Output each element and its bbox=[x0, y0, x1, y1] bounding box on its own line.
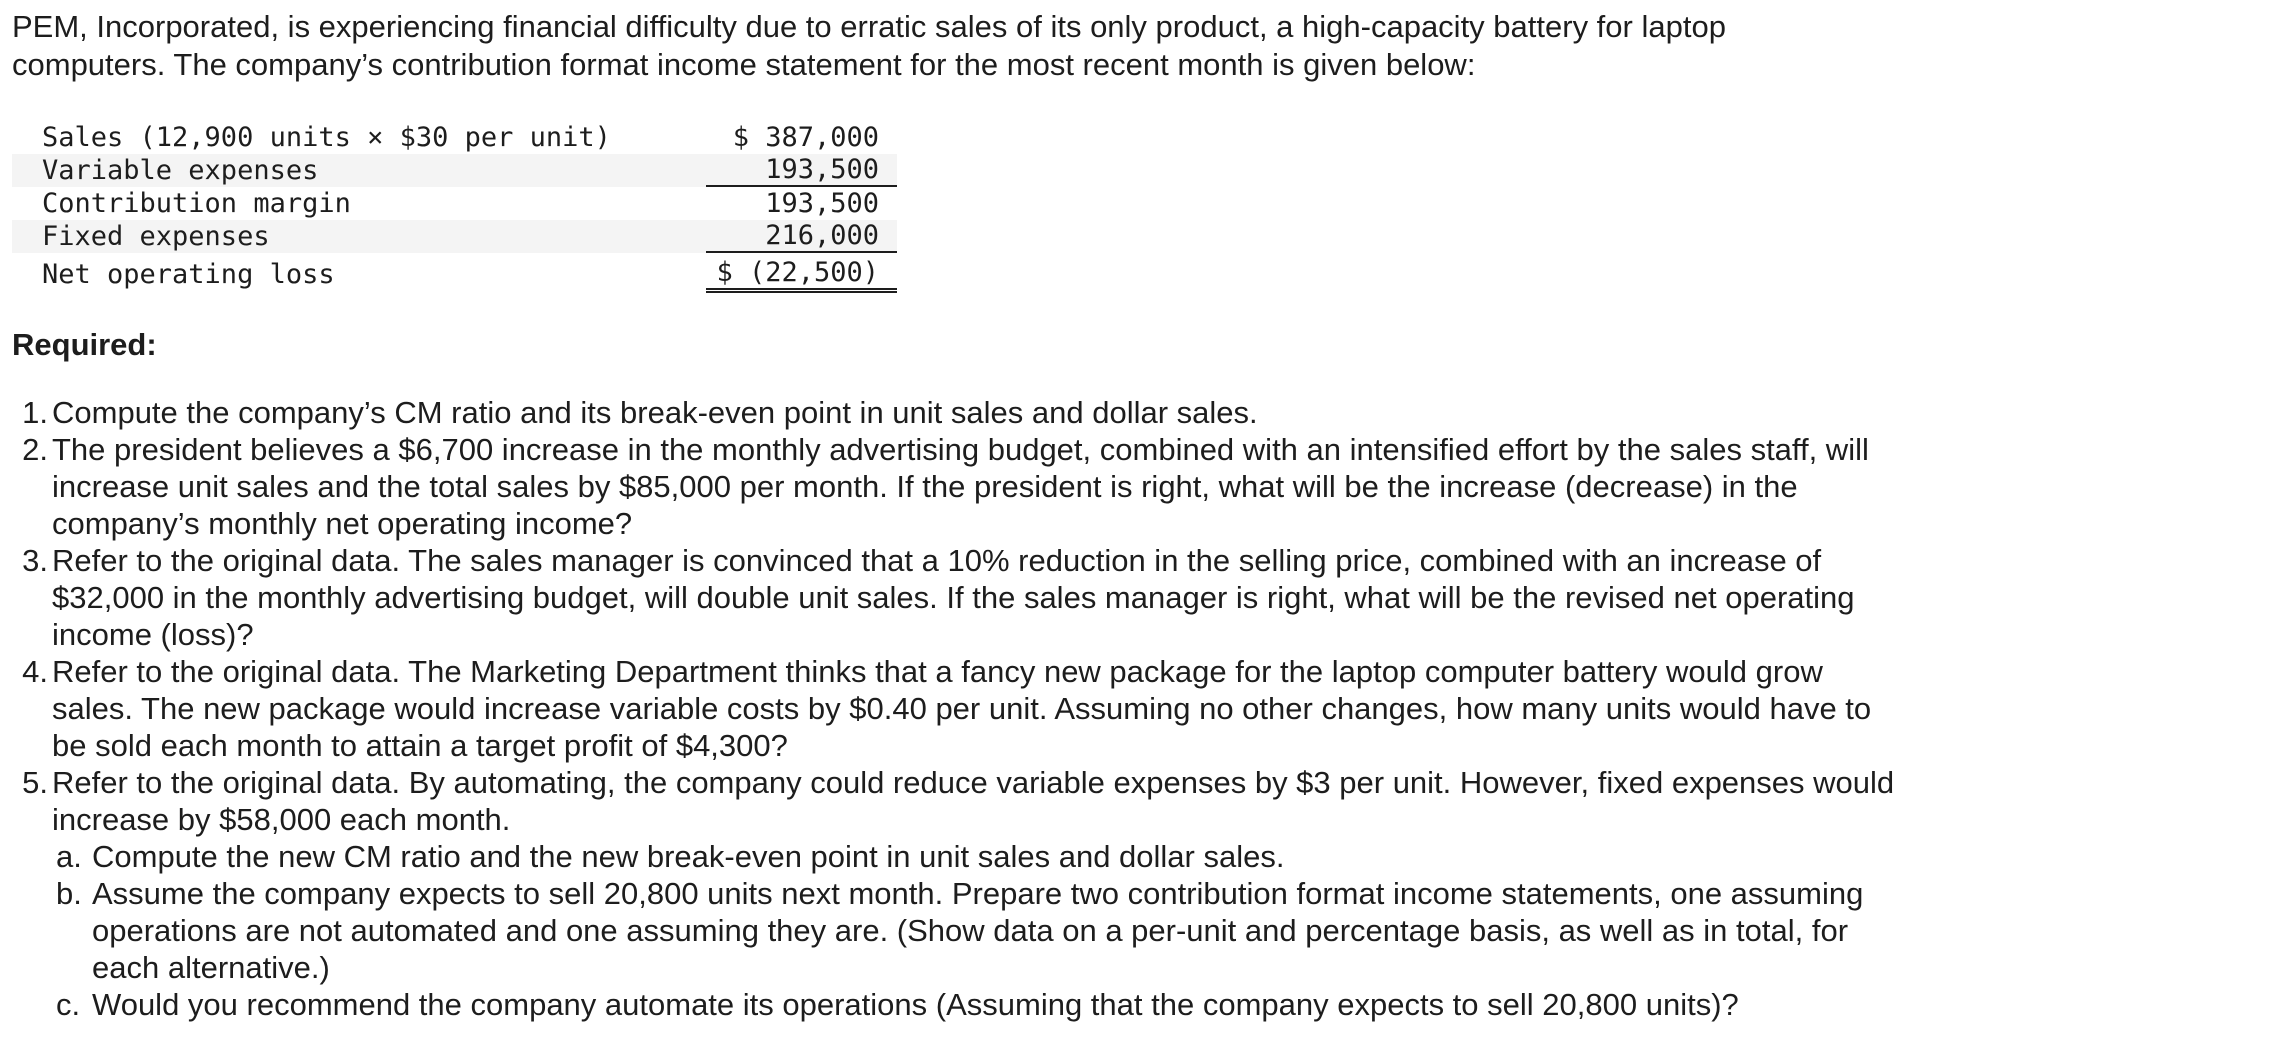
statement-row-contribution-margin bbox=[12, 187, 897, 220]
statement-row-sales bbox=[12, 121, 897, 154]
question-text: Refer to the original data. The Marketing Department thinks that a fancy new package for the laptop computer battery would grow sales. The new package would increase variable costs by $0.40 per unit. Assuming no other changes, how many units would have to be sold each month to attain a target profit of $4,300? bbox=[52, 654, 1872, 763]
question-text: Refer to the original data. By automating, the company could reduce variable expenses by $3 per unit. However, fixed expenses would increase by $58,000 each month. bbox=[52, 765, 1895, 837]
statement-amount: 216,000 bbox=[706, 220, 897, 253]
question-item bbox=[12, 542, 1912, 653]
question-item bbox=[12, 394, 1912, 431]
sub-question-item bbox=[12, 838, 1912, 875]
statement-row-net-operating-loss bbox=[12, 253, 897, 296]
statement-label: Fixed expenses bbox=[42, 221, 270, 252]
question-number: 4. bbox=[22, 654, 48, 689]
statement-label: Net operating loss bbox=[42, 259, 335, 290]
sub-question-text: Assume the company expects to sell 20,800 units next month. Prepare two contribution format income statements, one assuming operations are not automated and one assuming they are. (Show data on a per-unit and percentage basis, as well as in total, for each alternative.) bbox=[92, 876, 1864, 985]
sub-question-text: Compute the new CM ratio and the new break-even point in unit sales and dollar sales. bbox=[92, 839, 1285, 874]
sub-question-letter: c. bbox=[56, 987, 81, 1022]
problem-intro: PEM, Incorporated, is experiencing financial difficulty due to erratic sales of its only product, a high-capacity battery for laptop computers. The company’s contribution format income statement for the most recent month is given below: bbox=[12, 9, 1726, 82]
question-item bbox=[12, 431, 1912, 542]
question-text: The president believes a $6,700 increase in the monthly advertising budget, combined with an intensified effort by the sales staff, will increase unit sales and the total sales by $85,000 per month. If the president is right, what will be the increase (decrease) in the company’s monthly net operating income? bbox=[52, 432, 1869, 541]
sub-question-letter: b. bbox=[56, 876, 82, 911]
question-item bbox=[12, 764, 1912, 838]
statement-label: Variable expenses bbox=[42, 155, 319, 186]
question-number: 2. bbox=[22, 432, 48, 467]
statement-row-variable-expenses bbox=[12, 154, 897, 187]
statement-label: Contribution margin bbox=[42, 188, 351, 219]
question-text: Compute the company’s CM ratio and its break-even point in unit sales and dollar sales. bbox=[52, 395, 1258, 430]
statement-amount-total: $ (22,500) bbox=[706, 257, 897, 293]
question-number: 3. bbox=[22, 543, 48, 578]
statement-amount: 193,500 bbox=[706, 154, 897, 187]
statement-amount: 193,500 bbox=[765, 188, 879, 219]
question-number: 5. bbox=[22, 765, 48, 800]
statement-row-fixed-expenses bbox=[12, 220, 897, 253]
sub-question-item bbox=[12, 875, 1912, 986]
question-number: 1. bbox=[22, 395, 48, 430]
sub-question-letter: a. bbox=[56, 839, 82, 874]
sub-question-list bbox=[12, 838, 1912, 1023]
question-list bbox=[12, 394, 1912, 838]
statement-label: Sales (12,900 units × $30 per unit) bbox=[42, 122, 611, 153]
sub-question-item bbox=[12, 986, 1912, 1023]
required-heading: Required: bbox=[12, 327, 157, 362]
sub-question-text: Would you recommend the company automate its operations (Assuming that the company expects to sell 20,800 units)? bbox=[92, 987, 1739, 1022]
question-item bbox=[12, 653, 1912, 764]
statement-amount: $ 387,000 bbox=[732, 122, 879, 153]
question-text: Refer to the original data. The sales manager is convinced that a 10% reduction in the selling price, combined with an increase of $32,000 in the monthly advertising budget, will double unit sales. If the sales manager is right, what will be the revised net operating income (loss)? bbox=[52, 543, 1855, 652]
income-statement bbox=[12, 121, 897, 296]
problem-page bbox=[12, 8, 2262, 1023]
